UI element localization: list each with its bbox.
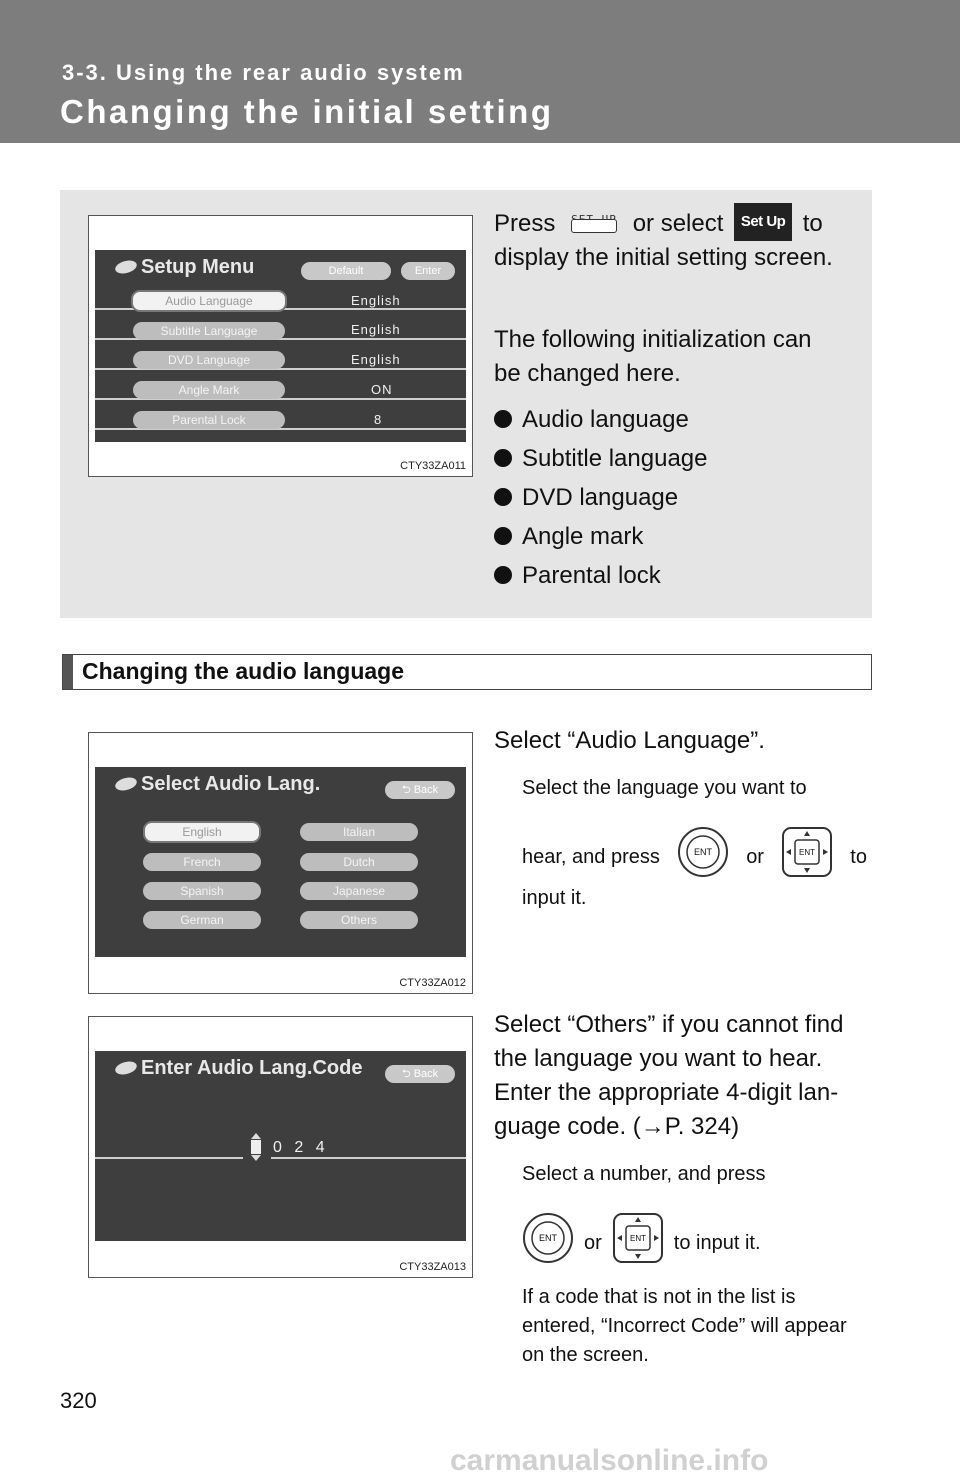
ent-knob-icon	[522, 1212, 574, 1264]
figure-code: CTY33ZA012	[399, 977, 466, 989]
chapter-header	[0, 0, 960, 143]
step1-detail-a: Select the language you want to	[522, 777, 807, 799]
step2-detail-a: Select a number, and press	[522, 1163, 766, 1185]
lang-english[interactable]: English	[143, 821, 261, 843]
back-button[interactable]: ⮌ Back	[385, 1065, 455, 1083]
angle-mark-item[interactable]: Angle Mark	[133, 381, 285, 399]
figure-code: CTY33ZA011	[400, 460, 466, 472]
bullet-item: DVD language	[494, 484, 678, 512]
subtitle-language-item[interactable]: Subtitle Language	[133, 322, 285, 340]
bullet-item: Audio language	[494, 406, 689, 434]
select-audio-lang-figure	[88, 732, 473, 994]
svg-text:ENT: ENT	[629, 1234, 646, 1243]
step2-main: Select “Others” if you cannot find the language you want to hear. Enter the appropriate 4-digit lan- guage code. (→P. 324)	[494, 1011, 844, 1140]
section-title: Changing the audio language	[82, 658, 404, 684]
enter-button[interactable]: Enter	[401, 262, 455, 280]
setup-menu-figure	[88, 215, 473, 477]
code-digits: 0 2 4	[273, 1139, 329, 1156]
setup-screen-icon: Set Up	[734, 203, 792, 241]
disc-icon	[114, 1059, 138, 1076]
svg-text:ENT: ENT	[799, 848, 816, 857]
disc-icon	[114, 775, 138, 792]
lang-others[interactable]: Others	[300, 911, 418, 929]
ent-knob-icon	[677, 826, 729, 878]
dvd-language-value: English	[351, 352, 401, 367]
figure-code: CTY33ZA013	[399, 1261, 466, 1273]
angle-mark-value: ON	[371, 382, 393, 397]
svg-text:ENT: ENT	[539, 1233, 557, 1243]
section-breadcrumb: 3-3. Using the rear audio system	[62, 60, 465, 85]
ent-joystick-icon	[612, 1212, 664, 1264]
bullet-icon	[494, 449, 512, 467]
lang-italian[interactable]: Italian	[300, 823, 418, 841]
screen-title: Select Audio Lang.	[141, 773, 321, 795]
lang-japanese[interactable]: Japanese	[300, 882, 418, 900]
setup-menu-screen	[95, 250, 466, 442]
lang-french[interactable]: French	[143, 853, 261, 871]
disc-icon	[114, 258, 138, 275]
back-button[interactable]: ⮌ Back	[385, 781, 455, 799]
page-number: 320	[60, 1388, 97, 1413]
lang-dutch[interactable]: Dutch	[300, 853, 418, 871]
bullet-item: Angle mark	[494, 523, 643, 551]
screen-title: Enter Audio Lang.Code	[141, 1057, 363, 1079]
page-title: Changing the initial setting	[60, 93, 554, 130]
audio-language-item[interactable]: Audio Language	[131, 290, 287, 312]
step1-detail-b: hear, and press ENT or ENT to	[522, 836, 867, 878]
section-bar	[63, 655, 73, 689]
intro-press-line: Press or select Set Up to	[494, 207, 838, 241]
code-underline	[95, 1157, 243, 1159]
setup-button-icon	[566, 205, 622, 239]
intro-following: The following initialization can be changed here.	[494, 326, 812, 387]
code-underline	[271, 1157, 466, 1159]
ent-joystick-icon	[781, 826, 833, 878]
bullet-item: Parental lock	[494, 562, 661, 590]
intro-rest: display the initial setting screen.	[494, 244, 833, 271]
step1-main: Select “Audio Language”.	[494, 727, 765, 754]
watermark-url: carmanualsonline.info	[450, 1444, 769, 1477]
bullet-item: Subtitle language	[494, 445, 707, 473]
enter-lang-code-screen	[95, 1051, 466, 1241]
enter-lang-code-figure	[88, 1016, 473, 1278]
subtitle-language-value: English	[351, 322, 401, 337]
parental-lock-value: 8	[374, 412, 383, 427]
default-button[interactable]: Default	[301, 262, 391, 280]
parental-lock-item[interactable]: Parental Lock	[133, 411, 285, 429]
select-audio-lang-screen	[95, 767, 466, 957]
lang-german[interactable]: German	[143, 911, 261, 929]
dvd-language-item[interactable]: DVD Language	[133, 351, 285, 369]
bullet-icon	[494, 410, 512, 428]
step2-note: If a code that is not in the list is entered, “Incorrect Code” will appear on the screen.	[522, 1286, 847, 1366]
bullet-icon	[494, 566, 512, 584]
code-cursor-icon	[251, 1133, 261, 1163]
bullet-icon	[494, 527, 512, 545]
step1-detail-c: input it.	[522, 887, 587, 909]
lang-spanish[interactable]: Spanish	[143, 882, 261, 900]
step2-detail-b: ENT or ENT to input it.	[522, 1222, 761, 1264]
section-heading	[62, 654, 872, 690]
svg-text:ENT: ENT	[694, 847, 713, 857]
screen-title: Setup Menu	[141, 256, 255, 278]
audio-language-value: English	[351, 293, 401, 308]
bullet-icon	[494, 488, 512, 506]
